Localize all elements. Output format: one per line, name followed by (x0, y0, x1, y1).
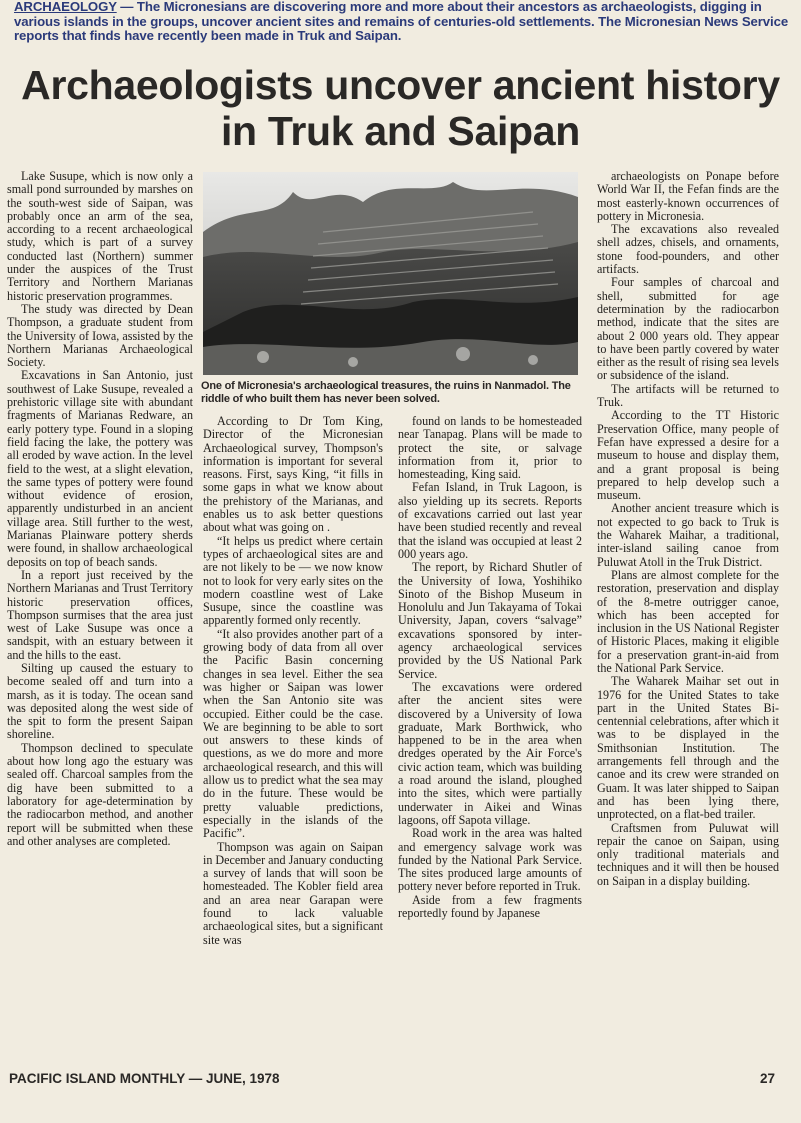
paragraph: The excavations also revealed shell adzes, chisels, and ornaments, stone food-pounders, and other artifacts. (597, 222, 779, 277)
ruins-photo (203, 172, 578, 375)
paragraph: Thompson was again on Saipan in December and January conducting a survey of lands that will soon be homesteaded. The Kobler field area and an area near Garapan were found to lack valuable archaeological sites, but a significant site was (203, 839, 383, 947)
paragraph: Road work in the area was halted and emergency salvage work was funded by the National Park Service. The sites produced large amounts of pottery never before reported in Truk. (398, 826, 582, 894)
paragraph: Fefan Island, in Truk Lagoon, is also yielding up its secrets. Reports of excavations carried out last year have been studied recently and reveal that the island was occupied at least 2 000 years ago. (398, 480, 582, 561)
paragraph: “It also provides another part of a growing body of data from all over the Pacific Basin concerning changes in sea level. Either the sea was higher or Saipan was lower when the San Antonio site was occupied. Either could be the case. We are beginning to be able to sort out answers to these kinds of questions, as we do more and more archaeological research, and this will allow us to predict what the sea may do in the future. These would be pretty valuable predictions, especially in the islands of the Pacific”. (203, 626, 383, 841)
column-1 (7, 170, 193, 848)
paragraph: The study was directed by Dean Thompson, a graduate student from the University of Iowa, assisted by the Northern Marianas Archaeological Society. (7, 301, 193, 370)
section-kicker: ARCHAEOLOGY (14, 0, 117, 14)
publication-line: PACIFIC ISLAND MONTHLY — JUNE, 1978 (9, 1071, 280, 1086)
paragraph: The artifacts will be returned to Truk. (597, 381, 779, 410)
paragraph: According to the TT Historic Preservation Office, many people of Fefan have expressed a desire for a museum to house and display them, and a grant proposal is being prepared to help develop such a museum. (597, 408, 779, 503)
paragraph: The report, by Richard Shutler of the University of Iowa, Yoshihiko Sinoto of the Bishop Museum in Honolulu and Jun Takayama of Tokai University, Japan, covers “salvage” excavations sponsored by inter-agency archaeological services provided by the US National Park Service. (398, 560, 582, 681)
paragraph: According to Dr Tom King, Director of the Micronesian Archaeological survey, Thompson's information is important for several reasons. First, says King, “it fills in some gaps in what we know about the prehistory of the Marianas, and enables us to ask better questions about what was going on . (203, 414, 383, 535)
paragraph: Four samples of charcoal and shell, submitted for age determination by the radiocarbon method, indicate that the sites are about 2 000 years old. They appear to have been partly covered by water either as the result of rising sea levels or subsidence of the island. (597, 275, 779, 383)
column-2 (203, 415, 383, 947)
photo-caption: One of Micronesia's archaeological treasures, the ruins in Nanmadol. The riddle of who built them has never been solved. (201, 380, 571, 405)
intro-standfirst (14, 0, 792, 44)
nanmadol-ruins-image (203, 172, 578, 375)
paragraph: Craftsmen from Puluwat will repair the canoe on Saipan, using only traditional materials and techniques and it will then be housed on Saipan in a display building. (597, 820, 779, 888)
paragraph: found on lands to be homesteaded near Tanapag. Plans will be made to protect the site, or salvage information from it, prior to homesteading, King said. (398, 414, 582, 482)
paragraph: Excavations in San Antonio, just southwest of Lake Susupe, revealed a prehistoric village site with abundant fragments of Marianas Redware, an early pottery type. Found in a sloping field facing the lake, the pottery was all eroded by wave action. In the level field to the west, at a slight elevation, the same types of pottery were found without evidence of erosion, apparently undisturbed in an ancient village area. Still further to the west, Marianas Plainware pottery sherds were found, in shallow archaeological deposits on top of beach sands. (7, 368, 193, 569)
paragraph: Plans are almost complete for the restoration, preservation and display of the 8-metre outrigger canoe, which has been accepted for inclusion in the US National Register of Historic Places, making it eligible for a preservation grant-in-aid from the National Park Service. (597, 567, 779, 675)
paragraph: Aside from a few fragments reportedly found by Japanese (398, 892, 582, 920)
intro-text: — The Micronesians are discovering more and more about their ancestors as archaeologists, digging in various islands in the groups, uncover ancient sites and remains of centuries-old settlements. The Micronesian News Service reports that finds have recently been made in Truk and Saipan. (14, 0, 789, 43)
paragraph: In a report just received by the Northern Marianas and Trust Territory historic preservation offices, Thompson surmises that the area just west of Lake Susupe was once a sandspit, with an estuary between it and the hills to the east. (7, 567, 193, 662)
paragraph: The excavations were ordered after the ancient sites were discovered by a University of Iowa graduate, Mark Borthwick, who happened to be in the area when dredges operated by the Air Force's civic action team, which was building a road around the island, ploughed into the sites, which were partially underwater in Aikei and Winas lagoons, off Sapota village. (398, 679, 582, 827)
paragraph: “It helps us predict where certain types of archaeological sites are and are not likely to be — we now know not to look for very early sites on the modern coastline west of Lake Susupe, since the coastline was apparently formed only recently. (203, 533, 383, 628)
column-3 (398, 415, 582, 920)
column-4 (597, 170, 779, 888)
paragraph: Another ancient treasure which is not expected to go back to Truk is the Waharek Maihar, a traditional, inter-island sailing canoe from Puluwat Atoll in the Truk District. (597, 501, 779, 569)
paragraph: Silting up caused the estuary to become sealed off and turn into a marsh, as it is today. The ocean sand was deposited along the west side of the spit to form the present Saipan shoreline. (7, 660, 193, 742)
page-footer (9, 1071, 779, 1086)
paragraph: Thompson declined to speculate about how long ago the estuary was sealed off. Charcoal samples from the dig have been submitted to a laboratory for age-determination by the radiocarbon method, and another report will be submitted when these and other analyses are completed. (7, 740, 193, 848)
paragraph: archaeologists on Ponape before World War II, the Fefan finds are the most easterly-known occurrences of pottery in Micronesia. (597, 169, 779, 223)
page-number: 27 (759, 1071, 775, 1086)
headline: Archaeologists uncover ancient history in Truk and Saipan (21, 62, 780, 154)
paragraph: The Waharek Maihar set out in 1976 for the United States to take part in the United States Bi-centennial celebrations, after which it was to be displayed in the Smithsonian Institution. The arrangements fell through and the canoe and its crew were stranded on Guam. It was later shipped to Saipan and has been lying there, unprotected, on a flat-bed trailer. (597, 674, 779, 822)
paragraph: Lake Susupe, which is now only a small pond surrounded by marshes on the south-west side of Saipan, was probably once an arm of the sea, according to a recent archaeological study, which is part of a survey conducted last (Northern) summer under the auspices of the Trust Territory and Northern Marianas historic preservation programmes. (7, 169, 193, 303)
